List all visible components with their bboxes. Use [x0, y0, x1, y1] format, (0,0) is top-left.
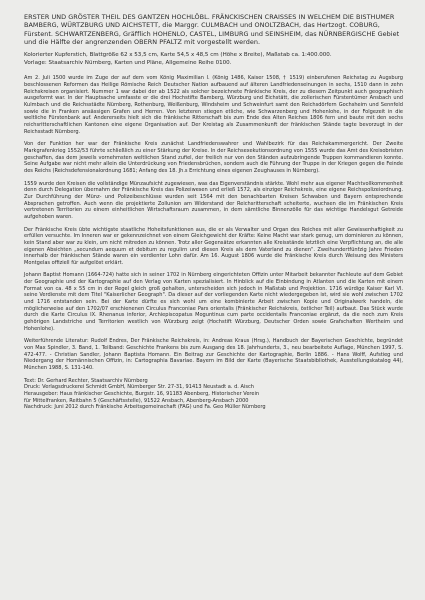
imprint-line: Druck: Verlagsdruckerei Schmidt GmbH, Nürnberger Str. 27-31, 91413 Neustadt a. d. Aisch — [24, 384, 254, 391]
imprint-line: Text: Dr. Gerhard Rechter, Staatsarchiv Nürnberg — [24, 377, 148, 384]
body-text — [24, 75, 403, 332]
literature-section — [24, 338, 403, 371]
paragraph: Am 2. Juli 1500 wurde im Zuge der auf dem vom König Maximilian I. (König 1486, Kaiser 1508, † 1519) einberufenen Reichstag zu Augsburg beschlossenen Reformen das Heilige Römische Reich Deutscher Nation aufbauend auf älteren Landfriedenseinungen in sechs, 1510 dann in zehn Reichskreisen organisiert. Nummer 1 war dabei der ab 1522 als solcher bezeichnete Fränkische Kreis, der zu diesem Zeitpunkt auch geographisch ausgeformt war. In der Hauptsache umfasste er die drei Hochstifte Bamberg, Würzburg und Eichstätt, die zollerischen Fürstentümer Ansbach und Kulmbach und die Reichsstädte Nürnberg, Rothenburg, Weißenburg, Windsheim und Schweinfurt samt den Reichsdörfern Gochsheim und Sennfeld sowie die in Franken ansässigen Grafen und Herren. Von letzteren stiegen etliche, wie Schwarzenberg und Hohenlohe, in der Folgezeit in die weltliche Fürstenbank auf. Andererseits hielt sich die fränkische Ritterschaft bis zum Ende des Alten Reiches 1806 fern und baute mit den sechs reichsritterschaftlichen Kantonen eine eigene Organisation auf. Der Kreistag als Zusammenkunft der fränkischen Stände tagte bevorzugt in der Reichsstadt Nürnberg. — [24, 75, 403, 135]
map-metadata — [24, 52, 403, 67]
paragraph: Der Fränkische Kreis übte wichtigste staatliche Hoheitsfunktionen aus, die er als Verwalter und Organ des Reiches mit aller Gewissenhaftigkeit zu erfüllen versuchte. Im Inneren war er gekennzeichnet von einem Gleichgewicht der Kräfte: Keine Macht war stark genug, um dominieren zu können, kein Stand aber war zu klein, um nicht mitreden zu können. Trotz aller Gegensätze erkannten alle Kreisstände letztlich eine Verpflichtung an, die alle eigenen Absichten „secundum aequum et debitum zu regulirn und diesen Kreis als dem Vaterland zu dienen“. Zweihundertfünfzig Jahre Frieden innerhalb der fränkischen Stände waren ein verdienter Lohn dafür. Am 16. August 1806 wurde die Fränkische Kreis durch Weisung des Ministers Montgelas offiziell für aufgelöst erklärt. — [24, 226, 403, 266]
paragraph: 1559 wurde den Kreisen die vollständige Münzaufsicht zugewiesen, was das Eigenverständnis stärkte. Wohl mehr aus eigener Machtvollkommenheit denn durch Delegation übernahm der Fränkische Kreis das Polizeiwesen und erließ 1572, als einziger Reichskreis, eine eigene Reichspolizeiordnung. Zur Durchführung der Münz- und Polizeibeschlüsse wurden seit 1564 mit den benachbarten Kreisen Schwaben und Bayern entsprechende Absprachen getroffen. Auch wenn die projektierte Zollunion am Widerstand der Reichsritterschaft scheiterte, wuchsen die im Fränkischen Kreis vertretenen Territorien zu einem einheitlichen Wirtschaftsraum zusammen, in dem sämtliche Binnenzölle für das wichtige Handelsgut Getreide aufgehoben waren. — [24, 180, 403, 220]
imprint-line: Herausgeber: Haus fränkischer Geschichte, Burgstr. 16, 91183 Abenberg, Historischer Verein — [24, 390, 260, 397]
imprint-line: Nachdruck: Juni 2012 durch Fränkische Arbeitsgemeinschaft (FAG) und Fa. Geo Müller Nürnberg — [24, 404, 266, 411]
literature-text: Weiterführende Literatur: Rudolf Endres, Der Fränkische Reichskreis, in: Andreas Kraus (Hrsg.), Handbuch der Bayerischen Geschichte, begründet von Max Spindler, 3. Band, 1. Teilband: Geschichte Frankens bis zum Ausgang des 18. Jahrhunderts, 3., neu bearbeitete Auflage, München 1997, S. 472-477. - Christian Sandler, Johann Baptista Homann. Ein Beitrag zur Geschichte der Kartographie, Berlin 1886. - Hans Wolff, Aufstieg und Niedergang der Homännischen Offizin, in: Cartographia Bavariae. Bayern im Bild der Karte (Bayerische Staatsbibliothek, Ausstellungskatalog 44), München 1988, S. 131-140. — [24, 338, 403, 371]
document-title: ERSTER UND GRÖSTER THEIL DES GANTZEN HOCHLÖBL. FRÄNCKISCHEN CRAISSES IN WELCHEM DIE BISTHUMER BAMBERG, WÜRTZBURG UND AICHSTETT, die Marggr. CULMBACH und ONOLTZBACH, das Hertzogt. COBURG, Fürstent. SCHWARTZENBERG, Gräfflich HOHENLO, CASTEL, LIMBURG und SEINSHEIM, das NÜRNBERGISCHE Gebiet und die Hälfte der angrenzenden OBERN PFALTZ mit vorgestellt werden. — [24, 13, 400, 46]
imprint-line: für Mittelfranken, Reitbahn 5 (Geschäftsstelle), 91522 Ansbach, Abenberg-Ansbach 2000 — [24, 397, 249, 404]
imprint — [24, 378, 403, 411]
paragraph: Von der Funktion her war der Fränkische Kreis zunächst Landfriedenswahrer und Wahlbezirk für das Reichskammergericht. Der Zweite Markgrafenkrieg 1552/53 führte schließlich zu einer Stärkung der Kreise. In der Reichsexekutionsordnung von 1555 wurde das Amt des Kreisobristen geschaffen, das dem jeweils vornehmsten weltlichen Stand zufiel, der freilich nur von den Ständen aufzubringende Truppen kommandieren konnte. Seine Aufgabe war nicht mehr allein die Unterdrückung von Friedensbrüchen, sondern auch die Führung der Truppe in der Kriegen gegen die Feinde des Reichs (Reichsdefensionalordnung 1681; Anfang des 18. Jh.s Errichtung eines eigenen Zeughauses in Nürnberg). — [24, 141, 403, 174]
map-description: Kolorierter Kupferstich, Blattgröße 62 x 53,5 cm, Karte 54,5 x 48,5 cm (Höhe x Breite), Maßstab ca. 1:400.000. — [24, 52, 332, 58]
paragraph: Johann Baptist Homann (1664-724) hatte sich in seiner 1702 in Nürnberg eingerichteten Offizin unter Mitarbeit bekannter Fachleute auf dem Gebiet der Geographie und der Kartographie auf den Verlag von Karten spezialisiert. In Hinblick auf die Einbindung in Atlanten und die Karten mit einem Format von ca. 48 x 55 cm in der Regel gleich groß gehalten, unterscheiden sich jedoch in Maßstab und Projektion. 1716 würdige Kaiser Karl VI. seine Verdienste mit dem Titel "Kaiserlicher Geograph". Da dieser auf der vorliegenden Karte nicht wiedergegeben ist, wird sie wohl zwischen 1702 und 1716 entstanden sein. Bei der Karte dürfte es sich wohl um eine kombinierte Arbeit zwischen Kopie und Originalwerk handeln, die möglicherweise auf den 1702/07 erschienenen Circulus Franconiae Pars orientalis (Fränkischer Reichskreis, östlicher Teil) aufbaut. Das Stück wurde durch die Karte Circulus IX. Rhenanus inferior, Archiepiscopatus Moguntinus cum parte occidentalis Franconiae ergänzt, da die noch zum Kreis gehörigen Landstriche und Territorien westlich von Würzburg zeigt (Hochstift Würzburg, Deutscher Orden sowie Grafschaften Wertheim und Hohenlohe). — [24, 272, 403, 332]
map-source: Vorlage: Staatsarchiv Nürnberg, Karten und Pläne, Allgemeine Reihe 0100. — [24, 59, 232, 66]
